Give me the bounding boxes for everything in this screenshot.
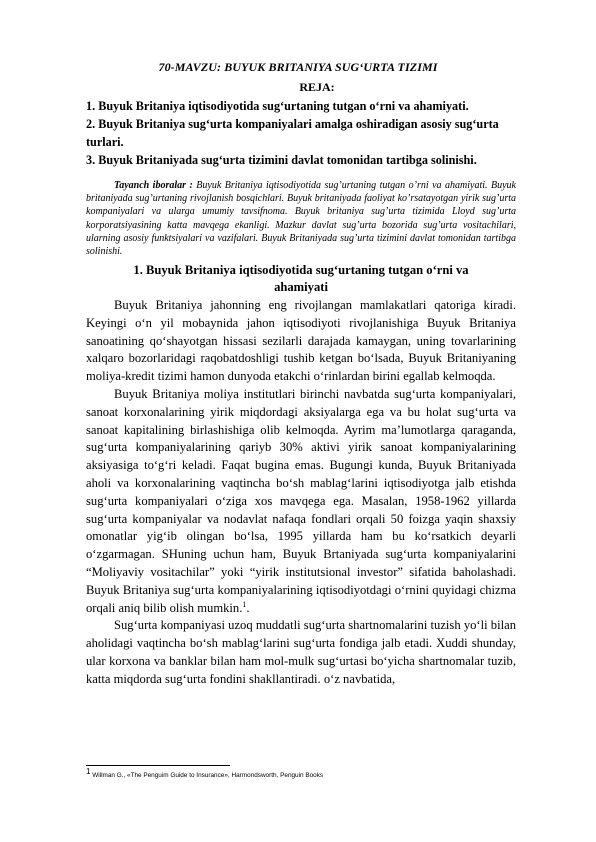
- plan-item: 3. Buyuk Britaniyada sug‘urta tizimini davlat tomonidan tartibga solinishi.: [86, 153, 477, 167]
- footnote-number: 1: [86, 767, 91, 776]
- body-paragraph-text: Buyuk Britaniya moliya institutlari birinchi navbatda sug‘urta kompaniyalari, sanoat korxonalarining yirik miqdordagi aksiyalarga ega va bu holat sug‘urta va sanoat kapitalining birlashishiga olib kelmoqda. Ayrim ma’lumotlarga qaraganda, sug‘urta kompaniyalarining qariyb 30% aktivi yirik sanoat kompaniyalarining aksiyasiga to‘g‘ri keladi. Faqat bugina emas. Bugungi kunda, Buyuk Britaniyada aholi va korxonalarining vaqtincha bo‘sh mablag‘larini iqtisodiyotga jalb etishda sug‘urta kompaniyalari o‘ziga xos mavqega ega. Masalan, 1958-1962 yillarda sug‘urta kompaniyalar va nodavlat nafaqa fondlari orqali 50 foizga yaqin shaxsiy omonatlar yig‘ib olingan bo‘lsa, 1995 yillarda ham bu ko‘rsatkich deyarli o‘zgarmagan. SHuning uchun ham, Buyuk Brtaniyada sug‘urta kompaniyalarini “Moliyaviy vositachilar” yoki “yirik institutsional investor” sifatida baholashadi. Buyuk Britaniya sug‘urta kompaniyalarining iqtisodiyotdagi o‘rnini quyidagi chizma orqali aniq bilib olish mumkin.: [86, 386, 516, 615]
- section-heading-line: ahamiyati: [274, 280, 328, 294]
- body-paragraph: Buyuk Britaniya jahonning eng rivojlangan mamlakatlari qatoriga kiradi. Keyingi o‘n yil mobaynida jahon iqtisodiyoti rivojlanishiga Buyuk Britaniya sanoatining qo‘shayotgan hissasi sezilarli darajada kamaygan, uning tovarlarining xalqaro bozorlaridagi raqobatdoshligi tushib ketgan bo‘lsada, Buyuk Britaniyaning moliya-kredit tizimi hamon dunyoda etakchi o‘rinlardan birini egallab kelmoqda.: [86, 298, 516, 384]
- body-text: [86, 297, 516, 689]
- body-paragraph: Sug‘urta kompaniyasi uzoq muddatli sug‘urta shartnomalarini tuzish yo‘li bilan aholidagi vaqtincha bo‘sh mablag‘larini sug‘urta fondiga jalb etadi. Xuddi shunday, ular korxona va banklar bilan ham mol-mulk sug‘urtasi bo‘yicha shartnomalar tuzib, katta miqdorda sug‘urta fondini shakllantiradi. o‘z navbatida,: [86, 618, 516, 686]
- footnote-divider: [86, 765, 230, 766]
- page-title: 70-MAVZU: BUYUK BRITANIYA SUG‘URTA TIZIMI: [158, 60, 438, 74]
- footnote-text: Willman G., «The Penguim Guide to Insurance», Harmondsworth, Penguin Books: [90, 772, 324, 780]
- plan-item: 1. Buyuk Britaniya iqtisodiyotida sug‘urtaning tutgan o‘rni va ahamiyati.: [86, 99, 469, 113]
- section-heading: [86, 262, 516, 296]
- body-paragraph: Buyuk Britaniya moliya institutlari birinchi navbatda sug‘urta kompaniyalari, sanoat korxonalarining yirik miqdordagi aksiyalarga ega va bu holat sug‘urta va sanoat kapitalining birlashishiga olib kelmoqda. Ayrim ma’lumotlarga qaraganda, sug‘urta kompaniyalarining qariyb 30% aktivi yirik sanoat kompaniyalarining aksiyasiga to‘g‘ri keladi. Faqat bugina emas. Bugungi kunda, Buyuk Britaniyada aholi va korxonalarining vaqtincha bo‘sh mablag‘larini iqtisodiyotga jalb etishda sug‘urta kompaniyalari o‘ziga xos mavqega ega. Masalan, 1958-1962 yillarda sug‘urta kompaniyalar va nodavlat nafaqa fondlari orqali 50 foizga yaqin shaxsiy omonatlar yig‘ib olingan bo‘lsa, 1995 yillarda ham bu ko‘rsatkich deyarli o‘zgarmagan. SHuning uchun ham, Buyuk Brtaniyada sug‘urta kompaniyalarini “Moliyaviy vositachilar” yoki “yirik institutsional investor” sifatida baholashadi. Buyuk Britaniya sug‘urta kompaniyalarining iqtisodiyotdagi o‘rnini quyidagi chizma orqali aniq bilib olish mumkin.$^1$.: [86, 386, 516, 615]
- plan-heading: REJA:: [299, 80, 335, 94]
- keywords-text: Buyuk Britaniya iqtisodiyotida sug’urtaning tutgan o’rni va ahamiyati. Buyuk britaniyada sug’urtaning rivojlanish bosqichlari. Buyuk britaniyada faoliyat ko’rsatayotgan yirik sug’urta kompaniyalari va ularga umumiy tavsifnoma. Buyuk britaniya sug’urta tizimida Lloyd sug’urta korporatsiyasining katta mavqega ekanligi. Mazkur davlat sug’urta bozorida sug’urta vositachilari, ularning asosiy funktsiyalari va vazifalari. Buyuk Britaniyada sug’urta tizimini davlat tomonidan tartibga solinishi.: [86, 180, 516, 258]
- keywords-paragraph: [86, 179, 516, 258]
- footnote-reference[interactable]: 1: [242, 599, 247, 609]
- keywords-label: Tayanch iboralar :: [114, 180, 193, 191]
- section-heading-line: 1. Buyuk Britaniya iqtisodiyotida sug‘urtaning tutgan o‘rni va: [133, 263, 469, 277]
- footnote: [86, 767, 324, 780]
- plan-list: [86, 97, 516, 169]
- plan-item: 2. Buyuk Britaniya sug‘urta kompaniyalari amalga oshiradigan asosiy sug‘urta turlari.: [86, 117, 499, 149]
